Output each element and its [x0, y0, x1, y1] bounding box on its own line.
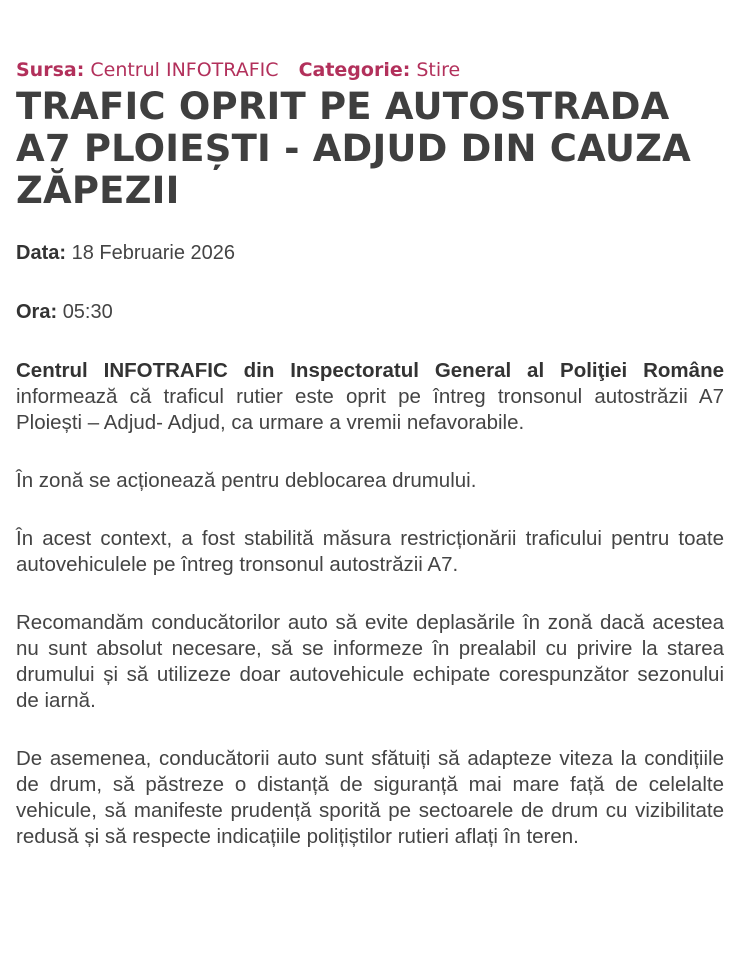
date-value: 18 Februarie 2026	[71, 242, 236, 264]
category-label: Categorie:	[298, 59, 411, 81]
article-meta	[16, 56, 724, 84]
article-paragraph	[16, 358, 724, 436]
article-paragraph: De asemenea, conducătorii auto sunt sfătuiți să adapteze viteza la condițiile de drum, să păstreze o distanță de siguranță mai mare față de celelalte vehicule, să manifeste prudență sporită pe sectoarele de drum cu vizibilitate redusă și să respecte indicațiile polițiștilor rutieri aflați în teren.	[16, 747, 724, 848]
time-value: 05:30	[62, 301, 113, 323]
time-label: Ora:	[16, 301, 58, 323]
article-paragraph: În zonă se acționează pentru deblocarea drumului.	[16, 469, 477, 492]
article-paragraph: În acest context, a fost stabilită măsura restricționării traficului pentru toate autovehiculele pe întreg tronsonul autostrăzii A7.	[16, 527, 724, 576]
article-paragraph: Recomandăm conducătorilor auto să evite deplasările în zonă dacă acestea nu sunt absolut necesare, să se informeze în prealabil cu privire la starea drumului și să utilizeze doar autovehicule echipate corespunzător sezonului de iarnă.	[16, 611, 724, 712]
paragraph-bold-lead: Centrul INFOTRAFIC din Inspectoratul General al Poliţiei Române	[16, 359, 724, 382]
article-title: TRAFIC OPRIT PE AUTOSTRADA A7 PLOIEȘTI - ADJUD DIN CAUZA ZĂPEZII	[16, 85, 691, 212]
paragraph-text: informează că traficul rutier este oprit pe întreg tronsonul autostrăzii A7 Ploiești – Adjud- Adjud, ca urmare a vremii nefavorabile.	[16, 385, 724, 434]
article-date	[16, 240, 724, 266]
source-value: Centrul INFOTRAFIC	[90, 59, 279, 81]
news-article	[16, 56, 724, 850]
date-label: Data:	[16, 242, 67, 264]
category-value: Stire	[416, 59, 461, 81]
source-label: Sursa:	[16, 59, 85, 81]
article-time	[16, 299, 724, 325]
